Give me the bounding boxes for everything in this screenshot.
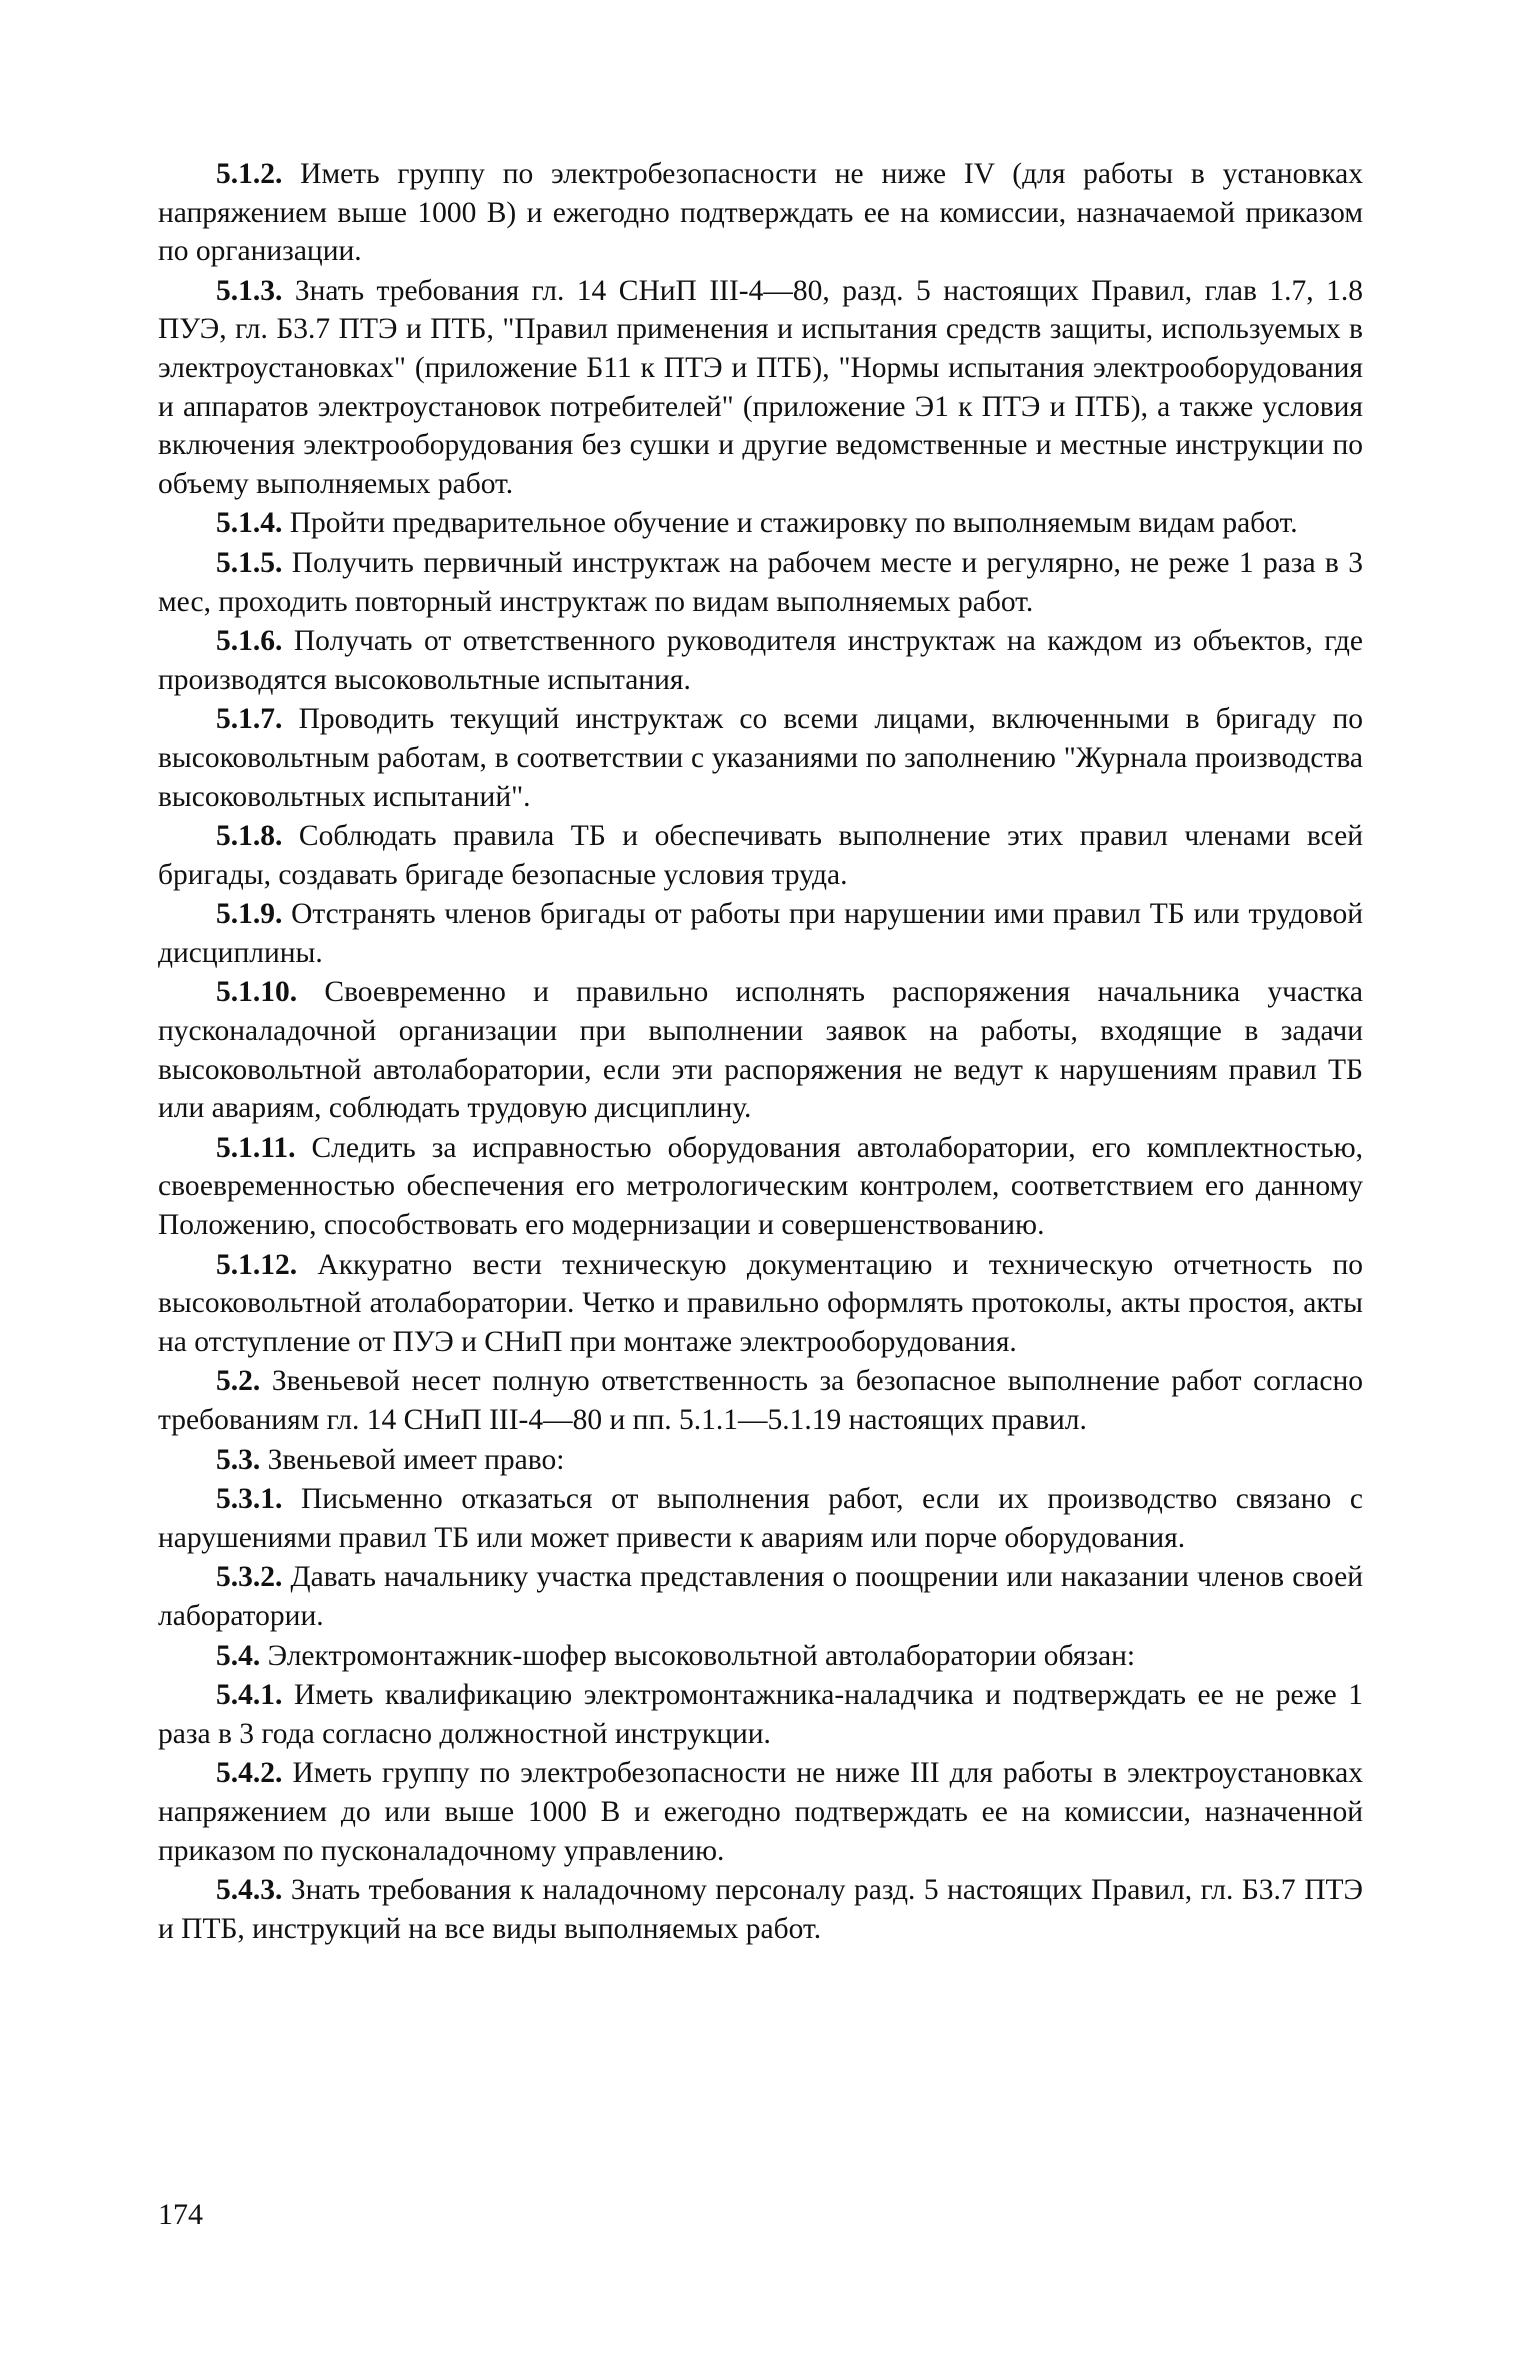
paragraph-5-1-6 xyxy=(158,622,1363,699)
page-number: 174 xyxy=(158,2198,203,2231)
clause-number: 5.1.9. xyxy=(216,898,283,931)
clause-number: 5.4.1. xyxy=(216,1679,283,1712)
clause-text: Аккуратно вести техническую документацию и техническую отчетность по высоковольтной атолаборатории. Четко и правильно оформлять протоколы, акты простоя, акты на отступление от ПУЭ и СНиП при монтаже электрооборудования. xyxy=(158,1248,1363,1358)
clause-number: 5.1.4. xyxy=(216,507,283,540)
clause-number: 5.3.1. xyxy=(216,1483,283,1516)
clause-number: 5.1.2. xyxy=(216,158,283,190)
paragraph-5-4 xyxy=(158,1637,1363,1676)
paragraph-5-1-8 xyxy=(158,817,1363,894)
paragraph-5-1-4 xyxy=(158,504,1363,543)
paragraph-5-3-1 xyxy=(158,1480,1363,1557)
clause-text: Звеньевой несет полную ответственность за безопасное выполнение работ согласно требованиям гл. 14 СНиП III-4—80 и пп. 5.1.1—5.1.19 настоящих правил. xyxy=(158,1365,1364,1436)
clause-number: 5.3. xyxy=(216,1443,261,1476)
clause-number: 5.2. xyxy=(216,1365,261,1398)
clause-text: Письменно отказаться от выполнения работ, если их производство связано с нарушениями правил ТБ или может привести к авариям или порче оборудования. xyxy=(158,1483,1364,1554)
paragraph-5-3-2 xyxy=(158,1558,1363,1635)
clause-number: 5.1.12. xyxy=(216,1248,298,1281)
paragraph-5-2 xyxy=(158,1362,1363,1439)
paragraph-5-1-3 xyxy=(158,272,1363,504)
paragraph-5-4-2 xyxy=(158,1754,1363,1870)
paragraph-5-1-11 xyxy=(158,1129,1363,1245)
clause-number: 5.4.2. xyxy=(216,1757,283,1790)
clause-number: 5.1.8. xyxy=(216,820,283,853)
paragraph-5-1-10 xyxy=(158,973,1363,1127)
clause-text: Звеньевой имеет право: xyxy=(267,1443,565,1476)
clause-text: Давать начальнику участка представления о поощрении или наказании членов своей лаборатории. xyxy=(158,1561,1364,1632)
clause-number: 5.1.5. xyxy=(216,546,283,579)
page-body xyxy=(158,155,1363,1949)
clause-text: Иметь группу по электробезопасности не ниже III для работы в электроустановках напряжением до или выше 1000 В и ежегодно подтверждать ее на комиссии, назначенной приказом по пусконаладочному управлению. xyxy=(158,1757,1364,1867)
clause-text: Иметь группу по электробезопасности не ниже IV (для работы в установках напряжением выше 1000 В) и ежегодно подтверждать ее на комиссии, назначаемой приказом по организации. xyxy=(158,158,1363,268)
clause-number: 5.4.3. xyxy=(216,1874,283,1907)
clause-text: Знать требования гл. 14 СНиП III-4—80, разд. 5 настоящих Правил, глав 1.7, 1.8 ПУЭ, гл. Б3.7 ПТЭ и ПТБ, "Правил применения и испытания средств защиты, используемых в электроустановках" (приложение Б11 к ПТЭ и ПТБ), "Нормы испытания электрооборудования и аппаратов электроустановок потребителей" (приложение Э1 к ПТЭ и ПТБ), а также условия включения электрооборудования без сушки и другие ведомственные и местные инструкции по объему выполняемых работ. xyxy=(158,274,1364,500)
clause-text: Своевременно и правильно исполнять распоряжения начальника участка пусконаладочной организации при выполнении заявок на работы, входящие в задачи высоковольтной автолаборатории, если эти распоряжения не ведут к нарушениям правил ТБ или авариям, соблюдать трудовую дисциплину. xyxy=(158,976,1364,1125)
clause-number: 5.3.2. xyxy=(216,1561,283,1594)
paragraph-5-3 xyxy=(158,1441,1363,1480)
clause-text: Пройти предварительное обучение и стажировку по выполняемым видам работ. xyxy=(289,507,1298,540)
paragraph-5-1-5 xyxy=(158,544,1363,621)
clause-number: 5.1.3. xyxy=(216,274,283,307)
clause-number: 5.1.6. xyxy=(216,625,283,658)
clause-text: Иметь квалификацию электромонтажника-наладчика и подтверждать ее не реже 1 раза в 3 года согласно должностной инструкции. xyxy=(158,1679,1364,1750)
clause-text: Отстранять членов бригады от работы при нарушении ими правил ТБ или трудовой дисциплины. xyxy=(158,898,1363,969)
clause-text: Получить первичный инструктаж на рабочем месте и регулярно, не реже 1 раза в 3 мес, проходить повторный инструктаж по видам выполняемых работ. xyxy=(158,546,1363,618)
clause-text: Знать требования к наладочному персоналу разд. 5 настоящих Правил, гл. Б3.7 ПТЭ и ПТБ, инструкций на все виды выполняемых работ. xyxy=(158,1874,1364,1945)
paragraph-5-4-3 xyxy=(158,1871,1363,1948)
paragraph-5-1-7 xyxy=(158,700,1363,816)
paragraph-5-4-1 xyxy=(158,1676,1363,1753)
clause-text: Электромонтажник-шофер высоковольтной автолаборатории обязан: xyxy=(267,1639,1136,1672)
clause-text: Проводить текущий инструктаж со всеми лицами, включенными в бригаду по высоковольтным работам, в соответствии с указаниями по заполнению "Журнала производства высоковольтных испытаний". xyxy=(158,703,1363,813)
paragraph-5-1-2 xyxy=(158,155,1363,271)
paragraph-5-1-9 xyxy=(158,895,1363,972)
clause-text: Получать от ответственного руководителя инструктаж на каждом из объектов, где производятся высоковольтные испытания. xyxy=(158,625,1363,696)
clause-text: Соблюдать правила ТБ и обеспечивать выполнение этих правил членами всей бригады, создавать бригаде безопасные условия труда. xyxy=(158,820,1363,891)
paragraph-5-1-12 xyxy=(158,1246,1363,1362)
clause-number: 5.1.11. xyxy=(216,1131,296,1164)
clause-number: 5.4. xyxy=(216,1639,261,1672)
clause-number: 5.1.10. xyxy=(216,976,298,1009)
clause-number: 5.1.7. xyxy=(216,703,283,736)
clause-text: Следить за исправностью оборудования автолаборатории, его комплектностью, своевременностью обеспечения его метрологическим контролем, соответствием его данному Положению, способствовать его модернизации и совершенствованию. xyxy=(158,1131,1364,1242)
